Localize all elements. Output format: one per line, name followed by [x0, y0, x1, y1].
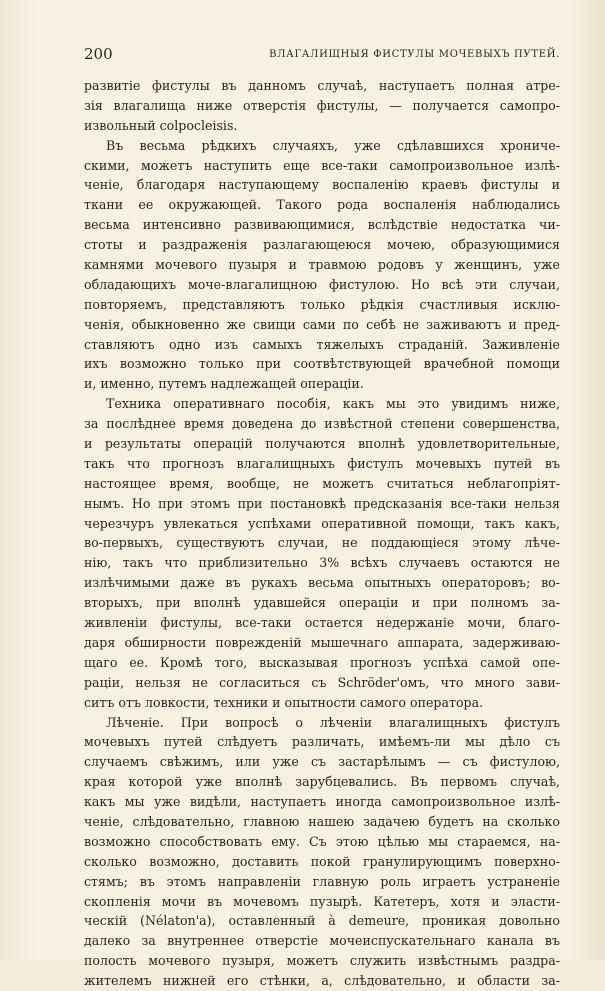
text-line: живленіи фистулы, все-таки остается недержаніе мочи, благо- — [84, 615, 560, 631]
text-line: зія влагалища ниже отверстія фистулы, — получается самопро- — [84, 97, 560, 113]
text-line: полость мочевого пузыря, можетъ служить извѣстнымъ раздра- — [84, 953, 560, 969]
text-line: раціи, нельзя не согласиться съ Schröder'омъ, что много зави- — [84, 674, 560, 690]
text-line: и, именно, путемъ надлежащей операціи. — [84, 376, 364, 392]
text-line: жителемъ нижней его стѣнки, а, слѣдовательно, и области за- — [84, 973, 560, 989]
text-line: ченіе, благодаря наступающему воспаленію краевъ фистулы и — [84, 177, 560, 193]
text-line: ченія, обыкновенно же свищи сами по себѣ не заживаютъ и пред- — [84, 316, 560, 332]
text-line: во-первыхъ, существуютъ случаи, не поддающіеся этому лѣче- — [84, 535, 560, 551]
text-line: ситъ отъ ловкости, техники и опытности самого оператора. — [84, 694, 484, 710]
text-line: возможно способствовать ему. Съ этою цѣлью мы стараемся, на- — [84, 833, 560, 849]
body-text — [84, 76, 560, 991]
text-line: излѣчимыми даже въ рукахъ весьма опытныхъ операторовъ; во- — [84, 575, 560, 591]
text-line: черезчуръ увлекаться успѣхами оперативной помощи, такъ какъ, — [84, 515, 560, 531]
text-line: ихъ возможно только при соотвѣтствующей врачебной помощи — [84, 356, 560, 372]
text-line: даря обширности поврежденій мышечнаго аппарата, задерживаю- — [84, 634, 560, 650]
text-line: щаго ее. Кромѣ того, высказывая прогнозъ успѣха самой опе- — [84, 654, 560, 670]
text-line: такъ что прогнозъ влагалищныхъ фистулъ мочевыхъ путей въ — [84, 455, 560, 471]
text-line: ставляютъ одно изъ самыхъ тяжелыхъ страданій. Заживленіе — [84, 336, 560, 352]
paragraph-start: Въ весьма рѣдкихъ случаяхъ, уже сдѣлавшихся хрониче- — [106, 137, 560, 153]
text-line: настоящее время, вообще, не можетъ считаться неблагопріят- — [84, 475, 560, 491]
text-line: извольный colpocleisis. — [84, 117, 238, 133]
text-line: края которой уже вполнѣ зарубцевались. Въ первомъ случаѣ, — [84, 774, 560, 790]
text-line: развитіе фистулы въ данномъ случаѣ, наступаетъ полная атре- — [84, 78, 560, 93]
text-line: и результаты операцій получаются вполнѣ удовлетворительные, — [84, 436, 560, 452]
text-line: за послѣднее время доведена до извѣстной степени совершенства, — [84, 416, 560, 432]
paragraph-start: Техника оперативнаго пособія, какъ мы это увидимъ ниже, — [106, 396, 560, 412]
text-line: нію, такъ что приблизительно 3% всѣхъ случаевъ остаются не — [84, 555, 560, 571]
text-line: ческій (Nélaton'а), оставленный à demeure, проникая довольно — [84, 913, 560, 929]
section-heading-line: Лѣченіе. При вопросѣ о лѣченіи влагалищныхъ фистулъ — [106, 714, 560, 730]
text-line: нымъ. Но при этомъ при постановкѣ предсказанія все-таки нельзя — [84, 495, 560, 511]
text-line: стоты и раздраженія разлагающеюся мочею, образующимися — [84, 237, 560, 253]
text-line: камнями мочевого пузыря и травмою родовъ у женщинъ, уже — [84, 257, 560, 273]
text-line: случаемъ свѣжимъ, или уже съ застарѣлымъ — съ фистулою, — [84, 754, 560, 770]
text-line: весьма интенсивно развивающимися, вслѣдствіе недостатка чи- — [84, 217, 560, 233]
chapter-header: ВЛАГАЛИЩНЫЯ ФИСТУЛЫ МОЧЕВЫХЪ ПУТЕЙ. — [269, 49, 560, 60]
text-line: обладающихъ моче-влагалищною фистулою. Но всѣ эти случаи, — [84, 276, 560, 292]
text-line: ткани ее окружающей. Такого рода воспаленія наблюдались — [84, 197, 560, 213]
page-number: 200 — [84, 45, 113, 63]
text-line: какъ мы уже видѣли, наступаетъ иногда самопроизвольное излѣ- — [84, 794, 560, 810]
text-line: далеко за внутреннее отверстіе мочеиспускательнаго канала въ — [84, 933, 560, 949]
running-head — [84, 44, 560, 64]
text-line: стямъ; въ этомъ направленіи главную роль играетъ устраненіе — [84, 873, 560, 889]
text-line: скопленія мочи въ мочевомъ пузырѣ. Катетеръ, хотя и эласти- — [84, 893, 560, 909]
text-line: вторыхъ, при вполнѣ удавшейся операціи и при полномъ за- — [84, 595, 560, 611]
text-line: ченіе, слѣдовательно, главною нашею задачею будетъ на сколько — [84, 813, 560, 829]
text-line: скими, можетъ наступить еще все-таки самопроизвольное излѣ- — [84, 157, 560, 173]
text-line: мочевыхъ путей слѣдуетъ различать, имѣемъ-ли мы дѣло съ — [84, 734, 560, 750]
text-line: повторяемъ, представляютъ только рѣдкія счастливыя исклю- — [84, 296, 560, 312]
text-line: сколько возможно, доставить покой гранулирующимъ поверхно- — [84, 853, 560, 869]
